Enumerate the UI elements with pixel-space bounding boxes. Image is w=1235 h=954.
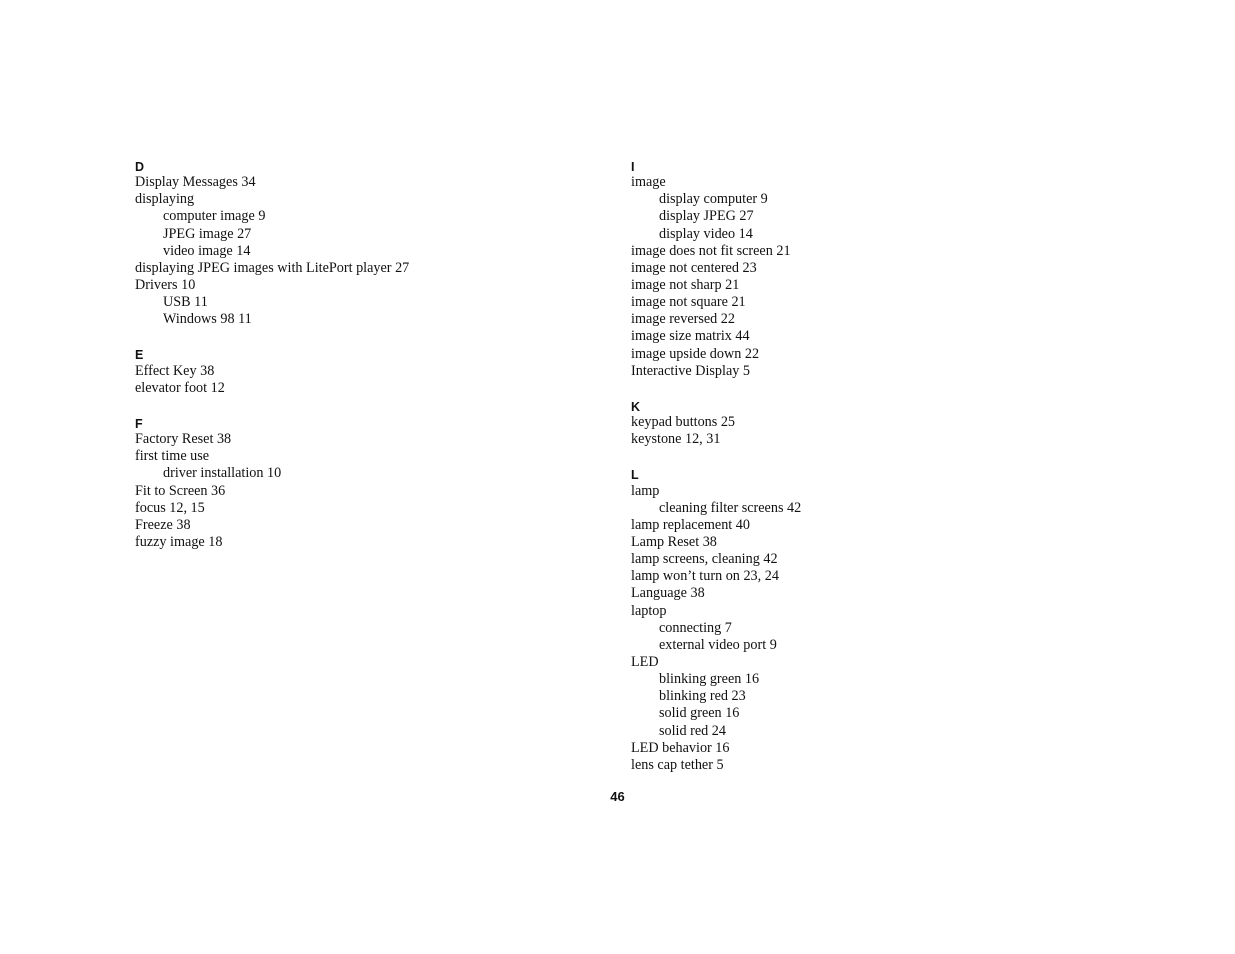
index-subentry: display computer 9 — [659, 191, 768, 208]
index-entry: Language 38 — [631, 585, 705, 602]
index-entry: LED behavior 16 — [631, 739, 730, 756]
index-entry: image not centered 23 — [631, 259, 757, 276]
index-subentry: external video port 9 — [659, 636, 777, 653]
index-entry: laptop — [631, 602, 667, 619]
index-entry: fuzzy image 18 — [135, 533, 223, 550]
index-entry: lamp won’t turn on 23, 24 — [631, 568, 779, 585]
index-section — [135, 345, 595, 396]
index-entry: Drivers 10 — [135, 277, 196, 294]
index-entry: image not square 21 — [631, 294, 746, 311]
index-section — [135, 414, 595, 551]
section-letter: E — [135, 348, 144, 363]
index-entry: image does not fit screen 21 — [631, 242, 791, 259]
index-subentry: solid green 16 — [659, 705, 740, 722]
section-letter: F — [135, 416, 143, 431]
section-letter: D — [135, 160, 145, 174]
index-entry: focus 12, 15 — [135, 499, 205, 516]
index-subentry: blinking red 23 — [659, 688, 746, 705]
index-entry: Display Messages 34 — [135, 174, 256, 191]
index-column-left — [135, 157, 595, 568]
page-number: 46 — [610, 789, 625, 804]
index-entry: LED — [631, 653, 659, 670]
index-entry: lamp screens, cleaning 42 — [631, 551, 778, 568]
index-section — [631, 465, 1091, 774]
index-entry: image — [631, 174, 666, 191]
index-column-right — [631, 157, 1091, 791]
index-entry: Interactive Display 5 — [631, 362, 750, 379]
index-entry: keypad buttons 25 — [631, 414, 736, 431]
index-subentry: driver installation 10 — [163, 465, 282, 482]
index-subentry: blinking green 16 — [659, 671, 760, 688]
index-entry: Factory Reset 38 — [135, 431, 232, 448]
index-subentry: solid red 24 — [659, 722, 726, 739]
index-subentry: Windows 98 11 — [163, 311, 252, 328]
index-entry: lens cap tether 5 — [631, 756, 724, 773]
index-subentry: connecting 7 — [659, 619, 732, 636]
index-entry: lamp replacement 40 — [631, 516, 750, 533]
index-entry: Fit to Screen 36 — [135, 482, 226, 499]
index-subentry: computer image 9 — [163, 208, 266, 225]
index-entry: image not sharp 21 — [631, 277, 740, 294]
section-letter: K — [631, 399, 641, 414]
index-entry: Lamp Reset 38 — [631, 533, 717, 550]
index-subentry: cleaning filter screens 42 — [659, 499, 802, 516]
index-section — [631, 397, 1091, 448]
index-entry: displaying — [135, 191, 195, 208]
index-section — [631, 157, 1091, 380]
index-entry: displaying JPEG images with LitePort player 27 — [135, 259, 410, 276]
index-entry: image reversed 22 — [631, 311, 735, 328]
index-entry: Effect Key 38 — [135, 362, 215, 379]
index-entry: lamp — [631, 482, 660, 499]
index-entry: image size matrix 44 — [631, 328, 750, 345]
index-entry: Freeze 38 — [135, 516, 191, 533]
index-entry: keystone 12, 31 — [631, 431, 721, 448]
index-subentry: USB 11 — [163, 294, 208, 311]
index-subentry: video image 14 — [163, 242, 251, 259]
index-entry: image upside down 22 — [631, 345, 760, 362]
index-entry: first time use — [135, 448, 210, 465]
index-subentry: display JPEG 27 — [659, 208, 754, 225]
index-entry: elevator foot 12 — [135, 379, 225, 396]
section-letter: I — [631, 160, 635, 174]
index-subentry: display video 14 — [659, 225, 753, 242]
section-letter: L — [631, 468, 639, 483]
index-subentry: JPEG image 27 — [163, 225, 252, 242]
index-section — [135, 157, 595, 328]
